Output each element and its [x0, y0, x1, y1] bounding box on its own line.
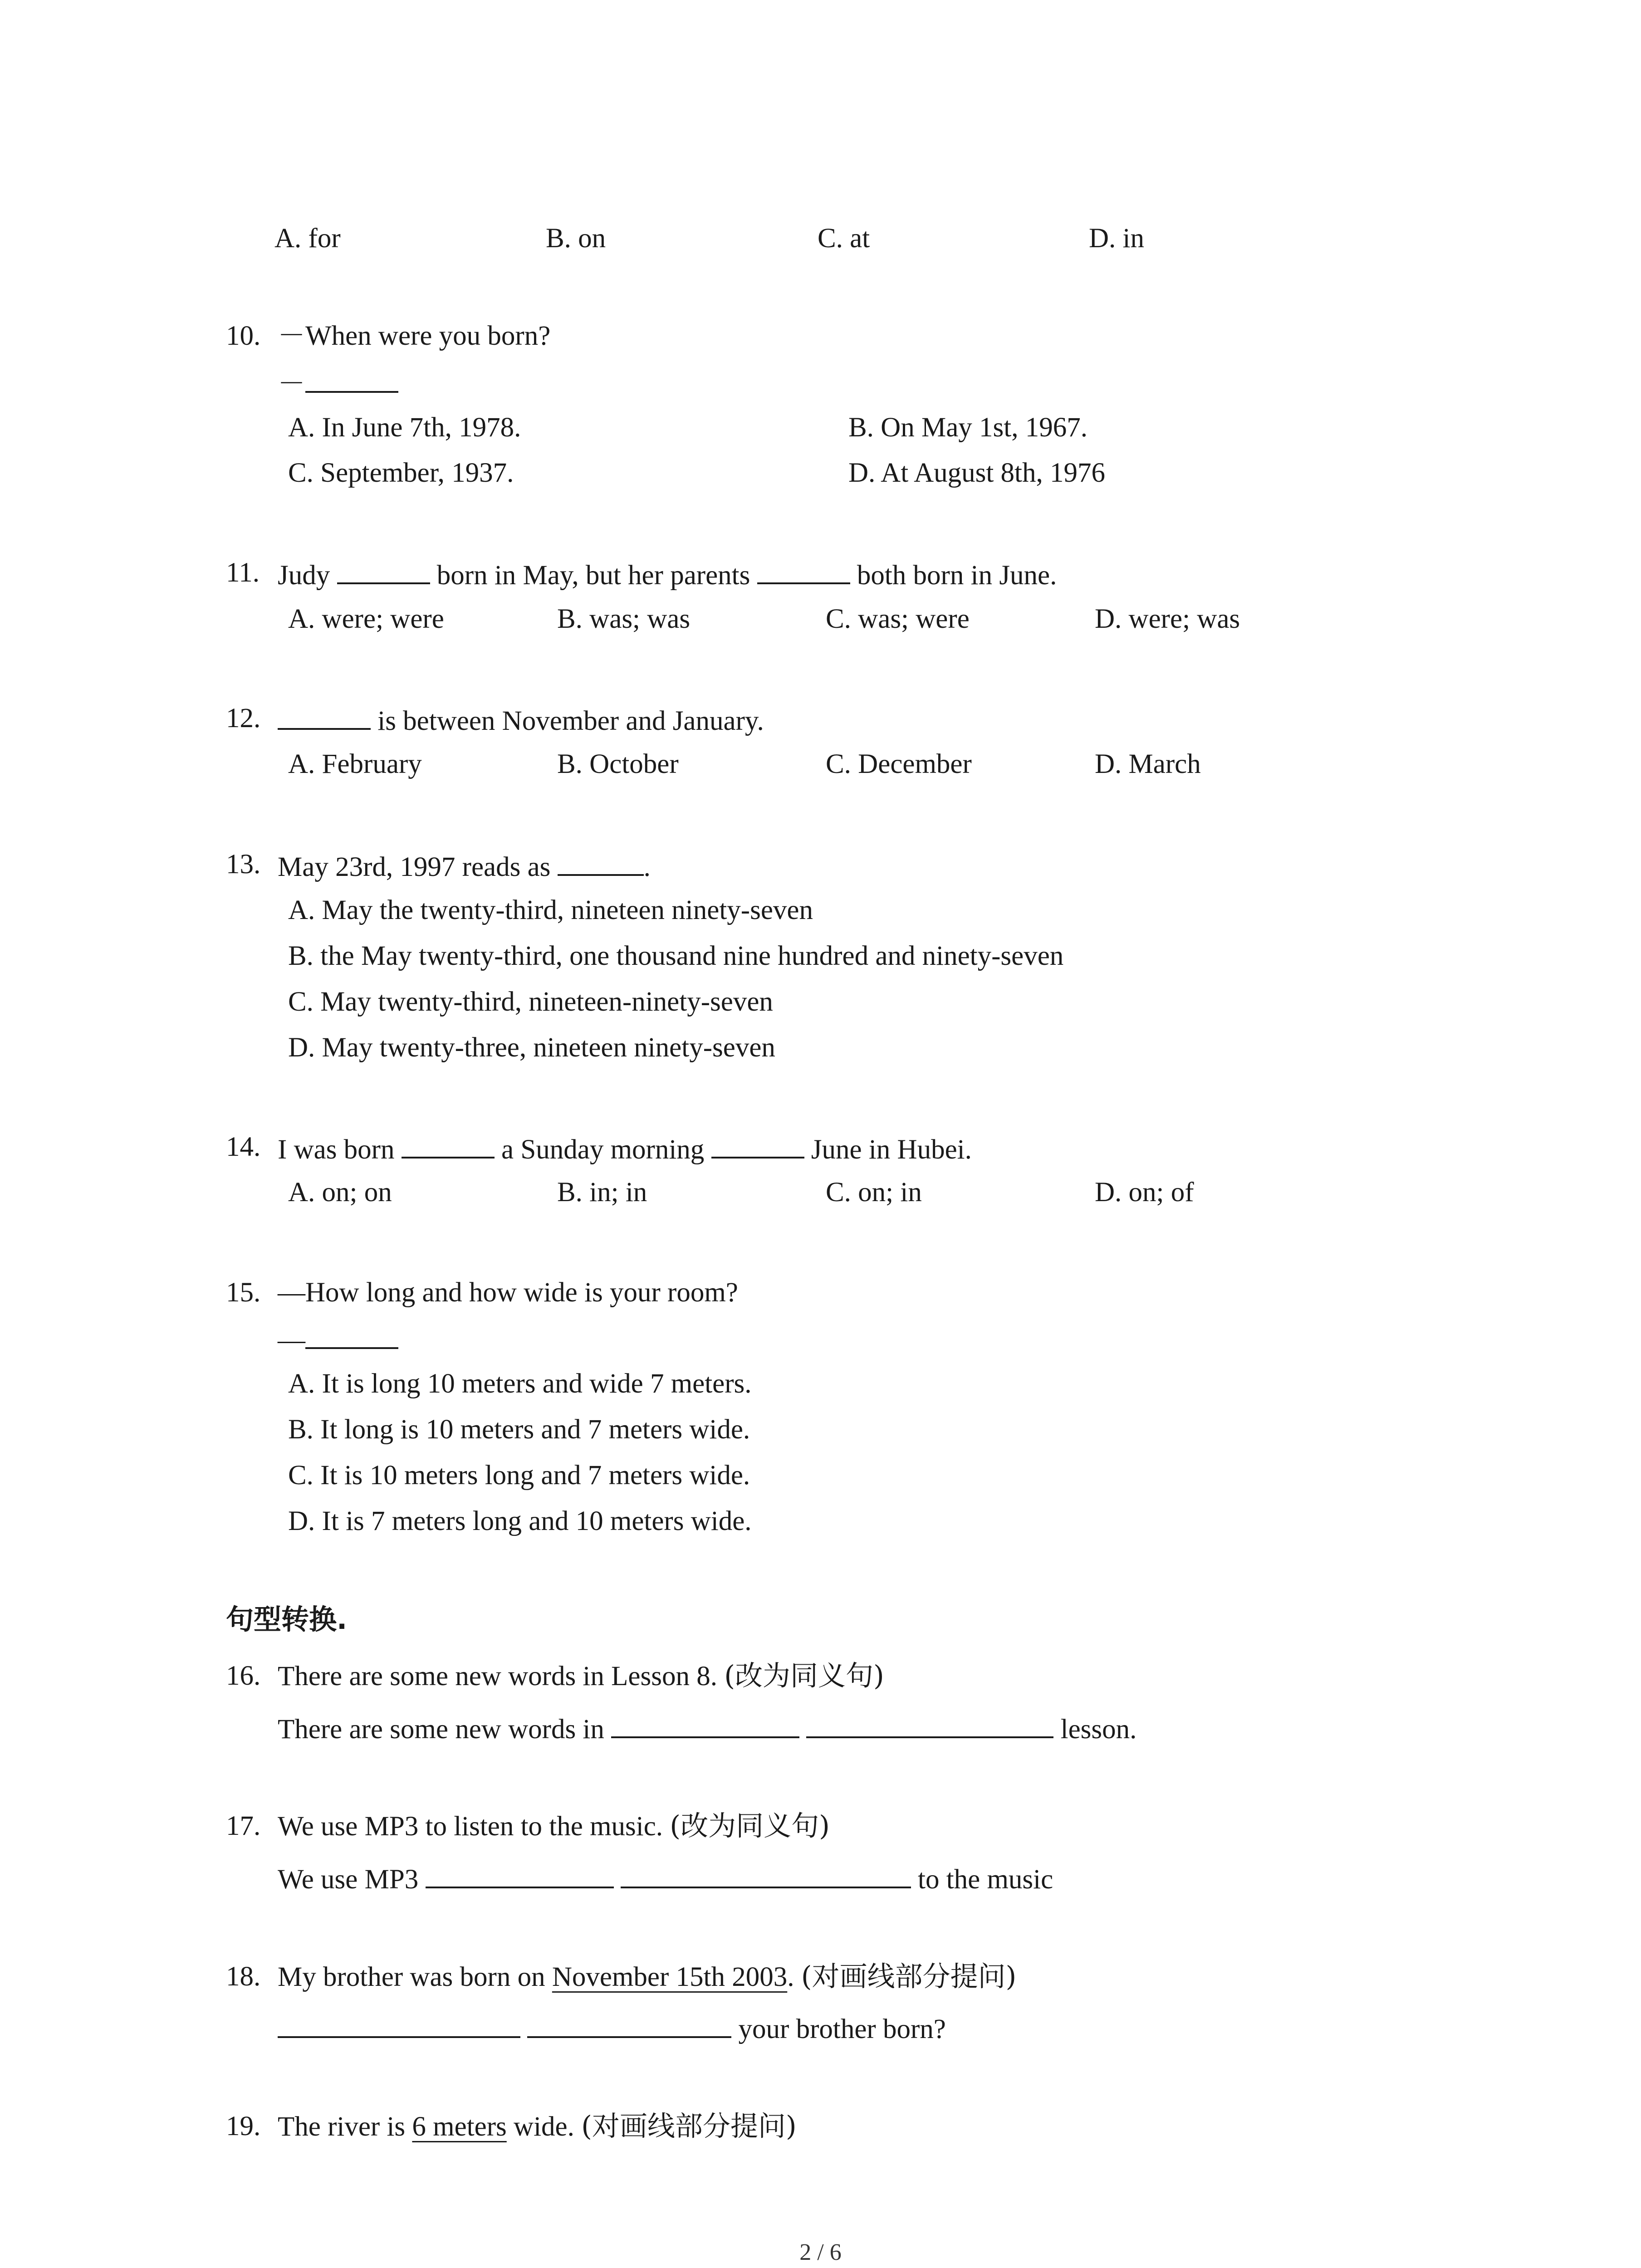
- q14-stem-part: a Sunday morning: [494, 1134, 711, 1165]
- q12-number: 12.: [226, 703, 261, 733]
- q19-underlined-phrase: 6 meters: [412, 2112, 507, 2142]
- q17-answer-part: to the music: [911, 1864, 1053, 1895]
- q11-stem-part: both born in June.: [850, 560, 1057, 591]
- q16-stem-text: There are some new words in Lesson 8.: [278, 1661, 725, 1691]
- q11-stem-part: Judy: [278, 560, 337, 591]
- q18-answer-line: [278, 2013, 946, 2043]
- q15-answer-dash: —: [278, 1325, 305, 1355]
- q19-stem: [278, 2112, 797, 2141]
- q10-answer-line: [278, 367, 398, 398]
- q12-blank: [278, 704, 371, 730]
- q15-answer-line: [278, 1324, 398, 1354]
- q12-option-c: C. December: [826, 749, 972, 779]
- q11-blank-2: [757, 559, 850, 584]
- q14-option-b: B. in; in: [557, 1177, 647, 1207]
- q15-option-b: B. It long is 10 meters and 7 meters wide.: [288, 1414, 750, 1445]
- q17-blank-1: [426, 1863, 614, 1888]
- q13-stem: [278, 850, 651, 881]
- q14-option-a: A. on; on: [288, 1177, 392, 1207]
- q10-option-d: D. At August 8th, 1976: [848, 458, 1106, 488]
- q9-option-a: A. for: [274, 223, 341, 254]
- q12-stem: [278, 704, 764, 735]
- q10-number: 10.: [226, 321, 261, 351]
- q15-option-d: D. It is 7 meters long and 10 meters wide.: [288, 1506, 752, 1536]
- q13-stem-part: .: [643, 852, 651, 882]
- q12-option-d: D. March: [1095, 749, 1201, 779]
- q15-option-c: C. It is 10 meters long and 7 meters wide.: [288, 1460, 750, 1491]
- q19-instruction: (对画线部分提问): [581, 2110, 797, 2142]
- q19-stem-text: wide.: [506, 2112, 582, 2142]
- q13-option-d: D. May twenty-three, nineteen ninety-seven: [288, 1032, 775, 1063]
- q14-blank-1: [402, 1133, 495, 1158]
- q18-stem-text: My brother was born on: [278, 1962, 552, 1992]
- q18-instruction: (对画线部分提问): [801, 1960, 1017, 1993]
- q14-option-d: D. on; of: [1095, 1177, 1194, 1207]
- q10-stem: －When were you born?: [278, 321, 551, 351]
- q16-answer-part: lesson.: [1053, 1714, 1137, 1745]
- section-heading: 句型转换.: [226, 1603, 348, 1636]
- q9-option-d: D. in: [1089, 223, 1144, 254]
- q16-answer-line: [278, 1713, 1136, 1743]
- q18-blank-2: [527, 2013, 731, 2038]
- q19-stem-text: The river is: [278, 2112, 412, 2142]
- q10-option-a: A. In June 7th, 1978.: [288, 412, 521, 443]
- q17-stem: [278, 1812, 830, 1840]
- q11-option-d: D. were; was: [1095, 604, 1240, 634]
- q16-blank-1: [611, 1713, 799, 1738]
- q14-stem: [278, 1133, 972, 1163]
- q10-option-c: C. September, 1937.: [288, 458, 514, 488]
- q18-stem-text: .: [787, 1962, 801, 1992]
- q11-option-c: C. was; were: [826, 604, 970, 634]
- q10-answer-blank: [305, 367, 398, 393]
- q16-number: 16.: [226, 1661, 261, 1691]
- q11-stem-part: born in May, but her parents: [430, 560, 757, 591]
- q12-stem-part: is between November and January.: [371, 706, 764, 736]
- q16-stem: [278, 1662, 884, 1690]
- q16-instruction: (改为同义句): [724, 1660, 884, 1692]
- q13-option-c: C. May twenty-third, nineteen-ninety-seven: [288, 987, 773, 1017]
- q17-stem-text: We use MP3 to listen to the music.: [278, 1811, 670, 1842]
- q11-option-b: B. was; was: [557, 604, 691, 634]
- q18-blank-1: [278, 2013, 520, 2038]
- q15-stem: —How long and how wide is your room?: [278, 1277, 738, 1308]
- q17-blank-2: [621, 1863, 911, 1888]
- q18-stem: [278, 1960, 1017, 1993]
- q13-option-a: A. May the twenty-third, nineteen ninety-seven: [288, 895, 813, 925]
- q14-option-c: C. on; in: [826, 1177, 922, 1207]
- q15-number: 15.: [226, 1277, 261, 1308]
- q13-option-b: B. the May twenty-third, one thousand nine hundred and ninety-seven: [288, 941, 1064, 971]
- q17-instruction: (改为同义句): [670, 1810, 830, 1842]
- q9-option-b: B. on: [546, 223, 606, 254]
- q10-option-b: B. On May 1st, 1967.: [848, 412, 1087, 443]
- q18-number: 18.: [226, 1961, 261, 1992]
- q16-blank-2: [806, 1713, 1053, 1738]
- q15-answer-blank: [305, 1324, 398, 1349]
- q11-stem: [278, 559, 1057, 589]
- q14-blank-2: [711, 1133, 804, 1158]
- q10-answer-dash: －: [278, 369, 306, 399]
- q18-underlined-phrase: November 15th 2003: [552, 1962, 788, 1992]
- page-number: 2 / 6: [799, 2239, 842, 2265]
- q17-answer-part: We use MP3: [278, 1864, 426, 1895]
- q19-number: 19.: [226, 2111, 261, 2141]
- q13-number: 13.: [226, 849, 261, 880]
- q14-stem-part: June in Hubei.: [804, 1134, 972, 1165]
- q12-option-a: A. February: [288, 749, 422, 779]
- q17-number: 17.: [226, 1811, 261, 1841]
- q13-stem-part: May 23rd, 1997 reads as: [278, 852, 558, 882]
- q14-number: 14.: [226, 1132, 261, 1162]
- q13-blank: [558, 850, 644, 876]
- q17-answer-line: [278, 1863, 1053, 1893]
- q11-option-a: A. were; were: [288, 604, 444, 634]
- q14-stem-part: I was born: [278, 1134, 402, 1165]
- q9-option-c: C. at: [818, 223, 870, 254]
- q18-answer-tail: your brother born?: [731, 2014, 946, 2044]
- q16-answer-part: There are some new words in: [278, 1714, 612, 1745]
- q11-blank-1: [337, 559, 430, 584]
- q12-option-b: B. October: [557, 749, 679, 779]
- q11-number: 11.: [226, 557, 260, 588]
- q15-option-a: A. It is long 10 meters and wide 7 meters.: [288, 1369, 752, 1399]
